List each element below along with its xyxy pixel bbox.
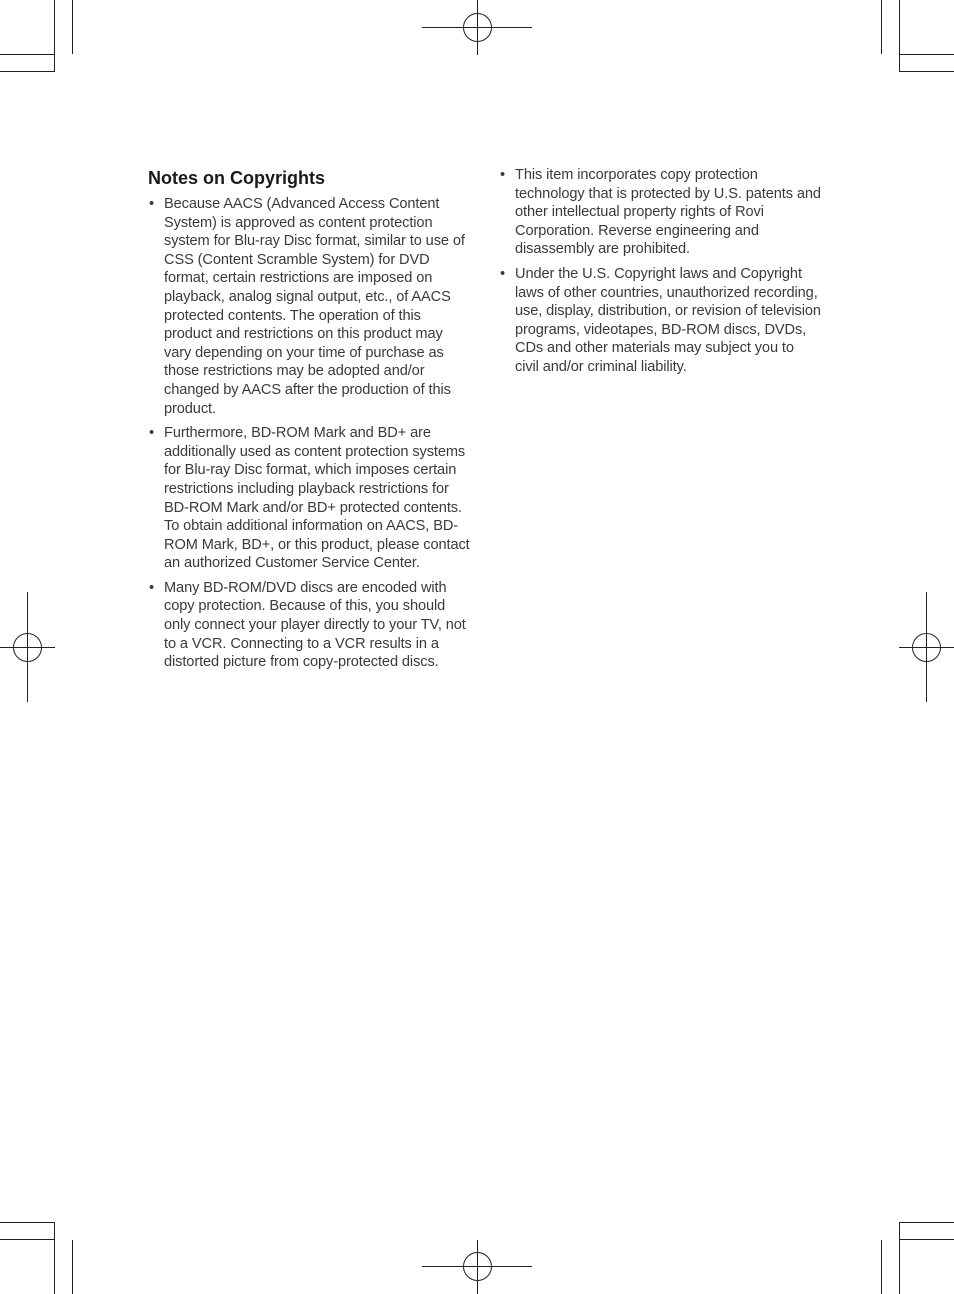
- bullet-icon: •: [500, 265, 506, 282]
- section-title: Notes on Copyrights: [148, 168, 326, 188]
- right-column: [499, 166, 821, 383]
- bullet-icon: •: [149, 196, 155, 212]
- list-item-text: Furthermore, BD-ROM Mark and BD+ are additionally used as content protection systems for Blu-ray Disc format, which imposes certain restrictions including playback restrictions for BD-ROM Mark and/or BD+ protected contents. To obtain additional information on AACS, BD-ROM Mark, BD+, or this product, please contact an authorized Customer Service Center.: [164, 425, 470, 572]
- left-column: [148, 167, 470, 678]
- bullet-icon: •: [149, 579, 155, 596]
- bullet-icon: •: [149, 425, 155, 442]
- list-item-text: Many BD-ROM/DVD discs are encoded with copy protection. Because of this, you should only connect your player directly to your TV, not to a VCR. Connecting to a VCR results in a distorted picture from copy-protected discs.: [164, 579, 466, 671]
- list-item: [148, 579, 470, 672]
- list-item-text: Under the U.S. Copyright laws and Copyright laws of other countries, unauthorized recording, use, display, distribution, or revision of television programs, videotapes, BD-ROM discs, DVDs, CDs and other materials may subject you to civil and/or criminal liability.: [515, 265, 821, 375]
- bullet-icon: •: [500, 167, 506, 183]
- list-item: [499, 166, 821, 259]
- copyright-notes-list-right: [499, 166, 821, 377]
- list-item: [499, 265, 821, 377]
- list-item: [148, 424, 470, 573]
- list-item: [148, 195, 470, 418]
- list-item-text: Because AACS (Advanced Access Content System) is approved as content protection system for Blu-ray Disc format, similar to use of CSS (Content Scramble System) for DVD format, certain restrictions are imposed on playback, analog signal output, etc., of AACS protected contents. The operation of this product and restrictions on this product may vary depending on your time of purchase as those restrictions may be adopted and/or changed by AACS after the production of this product.: [164, 196, 465, 417]
- copyright-notes-list-left: [148, 195, 470, 672]
- list-item-text: This item incorporates copy protection technology that is protected by U.S. patents and other intellectual property rights of Rovi Corporation. Reverse engineering and disassembly are prohibited.: [515, 167, 821, 258]
